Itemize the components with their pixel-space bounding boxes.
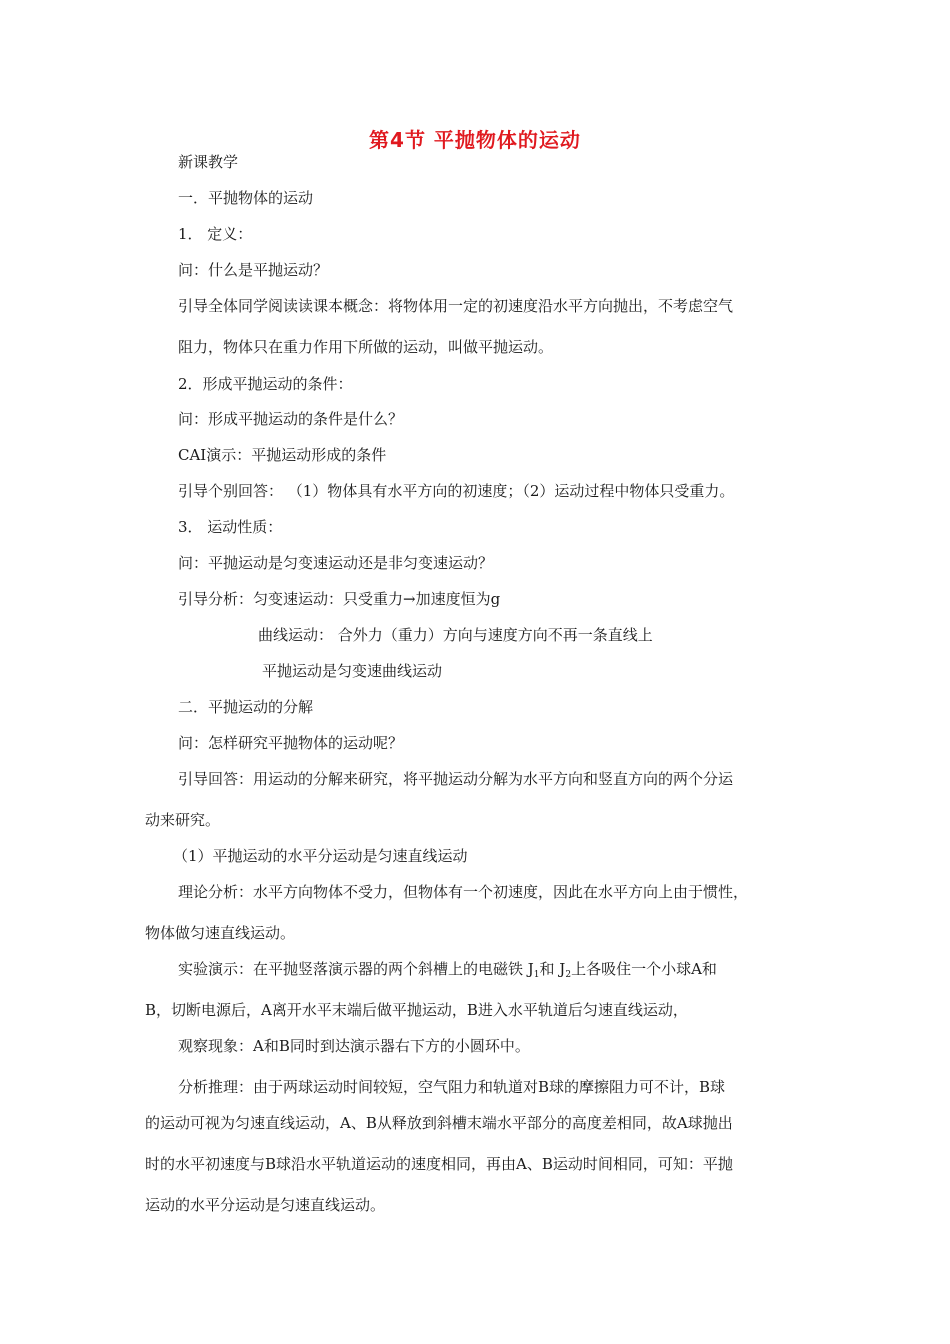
item-1: 1． 定义： — [178, 225, 253, 243]
paragraph-line: 时的水平初速度与B球沿水平轨道运动的速度相同，再由A、B运动时间相同，可知：平抛 — [145, 1155, 733, 1173]
paragraph-line: 平抛运动是匀变速曲线运动 — [262, 662, 443, 680]
paragraph-line: 动来研究。 — [145, 811, 221, 829]
page-title: 第4节 平抛物体的运动 — [369, 128, 581, 152]
paragraph-line: 观察现象：A和B同时到达演示器右下方的小圆环中。 — [178, 1037, 530, 1055]
heading-2: 二．平抛运动的分解 — [178, 698, 314, 716]
paragraph-line: B，切断电源后，A离开水平末端后做平抛运动，B进入水平轨道后匀速直线运动， — [145, 1001, 688, 1019]
paragraph-line: 问：形成平抛运动的条件是什么？ — [178, 410, 404, 428]
item-2: 2．形成平抛运动的条件： — [178, 375, 353, 393]
experiment-text-a: 实验演示：在平抛竖落演示器的两个斜槽上的电磁铁 J — [178, 960, 534, 978]
paragraph-line: 引导全体同学阅读读课本概念：将物体用一定的初速度沿水平方向抛出，不考虑空气 — [178, 297, 734, 315]
heading-1: 一．平抛物体的运动 — [178, 189, 314, 207]
paragraph-line: 问：什么是平抛运动？ — [178, 261, 329, 279]
experiment-text-c: 上各吸住一个小球A和 — [571, 960, 717, 978]
experiment-text-b: 和 J — [539, 960, 566, 978]
paragraph-line: 引导个别回答： （1）物体具有水平方向的初速度；（2）运动过程中物体只受重力。 — [178, 482, 735, 500]
subscript-2: 2 — [565, 970, 572, 980]
paragraph-line: 阻力，物体只在重力作用下所做的运动，叫做平抛运动。 — [178, 338, 554, 356]
paragraph-line: 运动的水平分运动是匀速直线运动。 — [145, 1196, 386, 1214]
paragraph-line: 问：怎样研究平抛物体的运动呢？ — [178, 734, 404, 752]
subscript-1: 1 — [533, 970, 540, 980]
section-label: 新课教学 — [178, 153, 239, 171]
paragraph-line: 分析推理：由于两球运动时间较短，空气阻力和轨道对B球的摩擦阻力可不计，B球 — [178, 1078, 726, 1096]
sub-heading: （1）平抛运动的水平分运动是匀速直线运动 — [173, 847, 468, 865]
paragraph-line: 物体做匀速直线运动。 — [145, 924, 296, 942]
paragraph-line: CAI演示：平抛运动形成的条件 — [178, 446, 387, 464]
paragraph-line: 的运动可视为匀速直线运动，A、B从释放到斜槽末端水平部分的高度差相同，故A球抛出 — [145, 1114, 733, 1132]
experiment-line — [178, 959, 717, 985]
paragraph-line: 理论分析：水平方向物体不受力，但物体有一个初速度，因此在水平方向上由于惯性， — [178, 883, 749, 901]
item-3: 3． 运动性质： — [178, 518, 283, 536]
paragraph-line: 曲线运动： 合外力（重力）方向与速度方向不再一条直线上 — [258, 626, 653, 644]
paragraph-line: 问：平抛运动是匀变速运动还是非匀变速运动？ — [178, 554, 494, 572]
paragraph-line: 引导分析：匀变速运动：只受重力→加速度恒为g — [178, 590, 501, 608]
paragraph-line: 引导回答：用运动的分解来研究，将平抛运动分解为水平方向和竖直方向的两个分运 — [178, 770, 734, 788]
